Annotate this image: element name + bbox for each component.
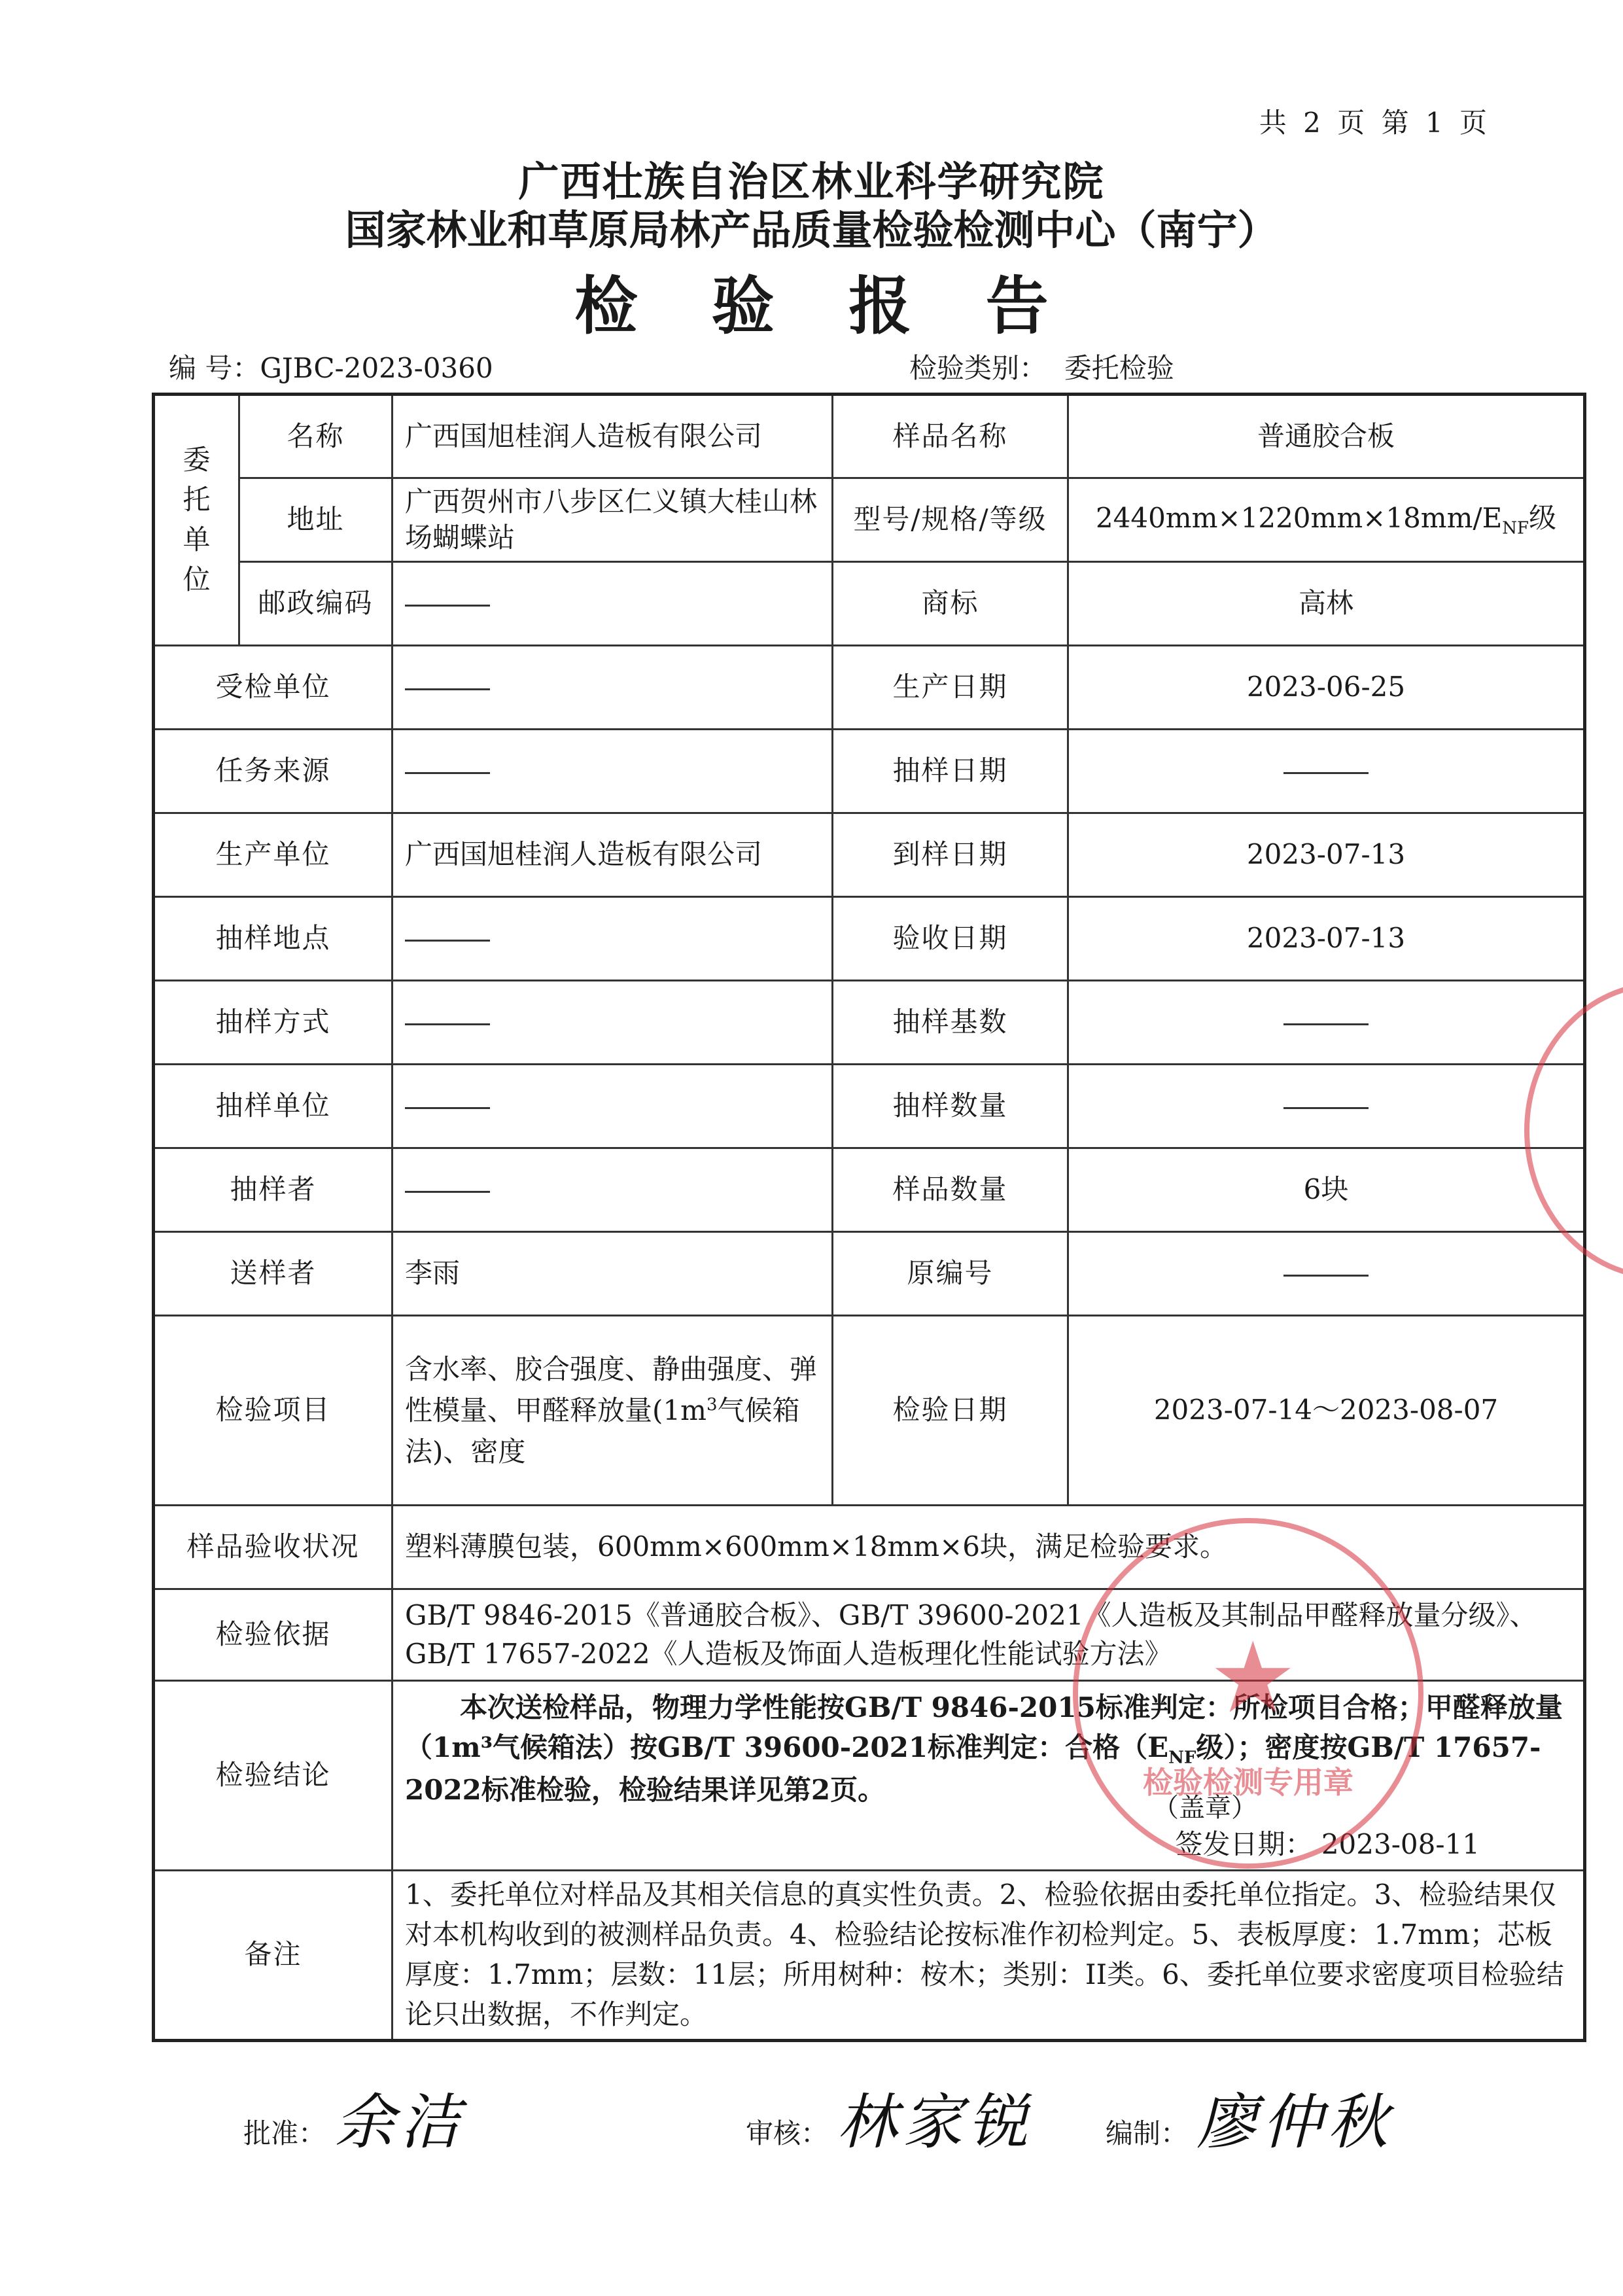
sampling-unit-value — [393, 1065, 833, 1148]
receipt-label: 样品验收状况 — [154, 1506, 393, 1589]
inspection-type-value: 委托检验 — [1064, 352, 1174, 384]
sampling-qty-label: 抽样数量 — [833, 1065, 1068, 1148]
production-date-label: 生产日期 — [833, 646, 1068, 730]
original-no-label: 原编号 — [833, 1232, 1068, 1316]
sampling-base-value — [1068, 981, 1585, 1065]
producer-value: 广西国旭桂润人造板有限公司 — [393, 813, 833, 897]
brand-value: 高林 — [1068, 562, 1585, 646]
items-value: 含水率、胶合强度、静曲强度、弹性模量、甲醛释放量($1m^3$气候箱法)、密度 — [393, 1316, 833, 1506]
postcode-label: 邮政编码 — [239, 562, 393, 646]
client-name-label: 名称 — [239, 395, 393, 478]
sampling-method-value — [393, 981, 833, 1065]
client-address-label: 地址 — [239, 478, 393, 562]
sample-qty-label: 样品数量 — [833, 1148, 1068, 1232]
inspection-type — [909, 347, 1174, 386]
original-no-value — [1068, 1232, 1585, 1316]
empty-dash — [1283, 772, 1369, 774]
sampler-value — [393, 1148, 833, 1232]
items-label: 检验项目 — [154, 1316, 393, 1506]
table-row — [154, 981, 1585, 1065]
table-row — [154, 730, 1585, 813]
sampling-site-value — [393, 897, 833, 981]
sample-model-label: 型号/规格/等级 — [833, 478, 1068, 562]
empty-dash — [405, 605, 490, 607]
acceptance-date-value: 2023-07-13 — [1068, 897, 1585, 981]
postcode-value — [393, 562, 833, 646]
inspected-unit-label: 受检单位 — [154, 646, 393, 730]
approve-block — [243, 2074, 465, 2161]
report-number — [169, 347, 493, 386]
conclusion-label: 检验结论 — [154, 1681, 393, 1871]
client-group-label: 委 托 单 位 — [154, 395, 239, 646]
sampling-site-label: 抽样地点 — [154, 897, 393, 981]
empty-dash — [1283, 1107, 1369, 1109]
sample-model-value: $2440mm\times 1220mm\times 18mm/E_{NF}$级 — [1068, 478, 1585, 562]
table-row — [154, 562, 1585, 646]
arrival-date-value: 2023-07-13 — [1068, 813, 1585, 897]
table-row — [154, 813, 1585, 897]
table-row — [154, 646, 1585, 730]
sampling-qty-value — [1068, 1065, 1585, 1148]
client-address-value: 广西贺州市八步区仁义镇大桂山林场蝴蝶站 — [393, 478, 833, 562]
table-row — [154, 1871, 1585, 2041]
seal-note: （盖章） — [1153, 1793, 1257, 1823]
empty-dash — [405, 772, 490, 774]
table-row — [154, 1065, 1585, 1148]
test-date-value: 2023-07-14～2023-08-07 — [1068, 1316, 1585, 1506]
approve-signature: 余洁 — [334, 2087, 466, 2157]
sample-name-value: 普通胶合板 — [1068, 395, 1585, 478]
empty-dash — [405, 940, 490, 942]
task-source-value — [393, 730, 833, 813]
review-label: 审核： — [746, 2117, 829, 2149]
sender-label: 送样者 — [154, 1232, 393, 1316]
acceptance-date-label: 验收日期 — [833, 897, 1068, 981]
sampling-unit-label: 抽样单位 — [154, 1065, 393, 1148]
compile-label: 编制： — [1106, 2117, 1189, 2149]
basis-label: 检验依据 — [154, 1589, 393, 1681]
receipt-value: 塑料薄膜包装，600mm×600mm×18mm×6块，满足检验要求。 — [393, 1506, 1585, 1589]
inspection-seal-stamp: 检验检测专用章 ★ — [1073, 1518, 1423, 1869]
inspection-type-label: 检验类别： — [909, 352, 1047, 384]
compile-signature: 廖仲秋 — [1196, 2087, 1393, 2157]
empty-dash — [405, 688, 490, 690]
task-source-label: 任务来源 — [154, 730, 393, 813]
sampling-base-label: 抽样基数 — [833, 981, 1068, 1065]
inspected-unit-value — [393, 646, 833, 730]
document-title: 检 验 报 告 — [574, 270, 1075, 343]
empty-dash — [1283, 1023, 1369, 1025]
table-row — [154, 395, 1585, 478]
review-signature: 林家锐 — [837, 2087, 1034, 2157]
table-row — [154, 1316, 1585, 1506]
page-number: 共 2 页 第 1 页 — [1259, 107, 1491, 139]
table-row — [154, 1232, 1585, 1316]
report-number-value: GJBC-2023-0360 — [260, 352, 493, 384]
sample-qty-value: 6块 — [1068, 1148, 1585, 1232]
approve-label: 批准： — [243, 2117, 326, 2149]
report-number-label: 编 号： — [169, 352, 260, 384]
empty-dash — [405, 1107, 490, 1109]
basis-value: GB/T 9846-2015《普通胶合板》、GB/T 39600-2021《人造板及其制品甲醛释放量分级》、GB/T 17657-2022《人造板及饰面人造板理化性能试验方法》 — [393, 1589, 1585, 1681]
table-row — [154, 1148, 1585, 1232]
table-row — [154, 897, 1585, 981]
arrival-date-label: 到样日期 — [833, 813, 1068, 897]
empty-dash — [405, 1191, 490, 1193]
issue-date: 签发日期： 2023-08-11 — [1175, 1828, 1480, 1861]
test-date-label: 检验日期 — [833, 1316, 1068, 1506]
remarks-value: 1、委托单位对样品及其相关信息的真实性负责。2、检验依据由委托单位指定。3、检验结果仅对本机构收到的被测样品负责。4、检验结论按标准作初检判定。5、表板厚度：1.7mm；芯板厚度：1.7mm；层数：11层；所用树种：桉木；类别：II类。6、委托单位要求密度项目检验结论只出数据，不作判定。 — [393, 1871, 1585, 2041]
client-name-value: 广西国旭桂润人造板有限公司 — [393, 395, 833, 478]
sampling-method-label: 抽样方式 — [154, 981, 393, 1065]
org-line-2: 国家林业和草原局林产品质量检验检测中心（南宁） — [345, 206, 1278, 254]
sampling-date-label: 抽样日期 — [833, 730, 1068, 813]
sampling-date-value — [1068, 730, 1585, 813]
sender-value: 李雨 — [393, 1232, 833, 1316]
compile-block — [1106, 2074, 1393, 2161]
star-icon: ★ — [1209, 1621, 1297, 1735]
review-block — [746, 2074, 1033, 2161]
producer-label: 生产单位 — [154, 813, 393, 897]
sample-name-label: 样品名称 — [833, 395, 1068, 478]
remarks-label: 备注 — [154, 1871, 393, 2041]
empty-dash — [1283, 1275, 1369, 1277]
production-date-value: 2023-06-25 — [1068, 646, 1585, 730]
brand-label: 商标 — [833, 562, 1068, 646]
sampler-label: 抽样者 — [154, 1148, 393, 1232]
empty-dash — [405, 1023, 490, 1025]
table-row — [154, 478, 1585, 562]
org-line-1: 广西壮族自治区林业科学研究院 — [518, 158, 1105, 205]
conclusion-text: 本次送检样品，物理力学性能按GB/T 9846-2015标准判定：所检项目合格；甲醛释放量（1m³气候箱法）按GB/T 39600-2021标准判定：合格（$E_{NF}$级）；密度按GB/T 17657-2022标准检验，检验结果详见第2页。 — [405, 1691, 1563, 1806]
